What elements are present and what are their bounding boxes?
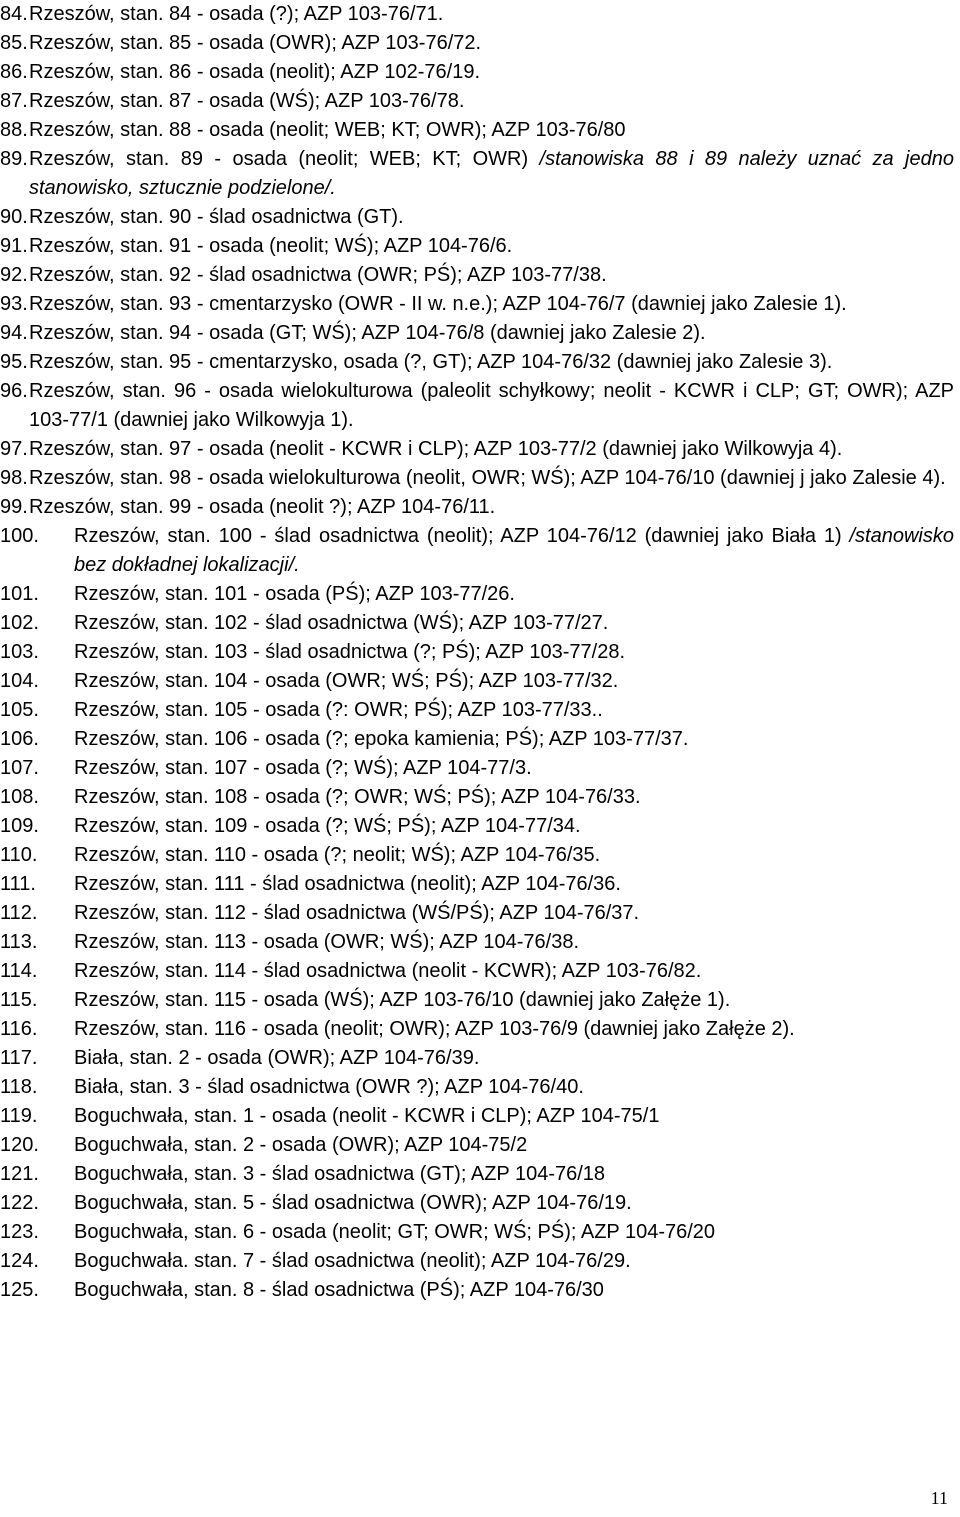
list-item [0, 1015, 954, 1044]
item-number: 120. [0, 1134, 39, 1156]
list-item [0, 783, 954, 812]
list-item [0, 116, 954, 145]
item-text-main: Rzeszów, stan. 84 - osada (?); AZP 103-76/71. [29, 3, 444, 25]
item-number: 116. [0, 1018, 38, 1040]
item-text [74, 1218, 954, 1247]
item-text [74, 1073, 954, 1102]
item-text-note: /stanowiska 88 i 89 należy uznać za jedno stanowisko, sztucznie podzielone/. [29, 148, 954, 199]
item-text-main: Rzeszów, stan. 101 - osada (PŚ); AZP 103-77/26. [74, 583, 515, 605]
item-text [74, 1015, 954, 1044]
item-number: 108. [0, 786, 39, 808]
list-item [0, 87, 954, 116]
item-number: 98. [0, 467, 28, 489]
item-text [29, 464, 954, 493]
item-text-main: Rzeszów, stan. 99 - osada (neolit ?); AZP 104-76/11. [29, 496, 496, 518]
item-number: 124. [0, 1250, 39, 1272]
item-number: 113. [0, 931, 38, 953]
list-item [0, 348, 954, 377]
item-text-main: Boguchwała. stan. 7 - ślad osadnictwa (neolit); AZP 104-76/29. [74, 1250, 631, 1272]
item-text [74, 725, 954, 754]
item-text-main: Rzeszów, stan. 103 - ślad osadnictwa (?; PŚ); AZP 103-77/28. [74, 641, 626, 663]
list-item [0, 203, 954, 232]
item-text [74, 783, 954, 812]
item-text-main: Rzeszów, stan. 102 - ślad osadnictwa (WŚ); AZP 103-77/27. [74, 612, 609, 634]
item-number: 123. [0, 1221, 39, 1243]
item-text-main: Boguchwała, stan. 6 - osada (neolit; GT; OWR; WŚ; PŚ); AZP 104-76/20 [74, 1221, 716, 1243]
item-text [29, 29, 954, 58]
list-item [0, 261, 954, 290]
item-text [74, 957, 954, 986]
item-text-main: Biała, stan. 3 - ślad osadnictwa (OWR ?); AZP 104-76/40. [74, 1076, 584, 1098]
item-number: 115. [0, 989, 38, 1011]
item-text [29, 319, 954, 348]
list-item [0, 812, 954, 841]
item-text-main: Rzeszów, stan. 87 - osada (WŚ); AZP 103-76/78. [29, 90, 465, 112]
list-item [0, 957, 954, 986]
page-number: 11 [930, 1488, 948, 1508]
list-item [0, 29, 954, 58]
list-item [0, 986, 954, 1015]
item-text [74, 1247, 954, 1276]
item-text [74, 812, 954, 841]
item-text-main: Boguchwała, stan. 3 - ślad osadnictwa (GT); AZP 104-76/18 [74, 1163, 606, 1185]
item-text-main: Boguchwała, stan. 5 - ślad osadnictwa (OWR); AZP 104-76/19. [74, 1192, 632, 1214]
list-item [0, 435, 954, 464]
item-text [74, 899, 954, 928]
list-item [0, 696, 954, 725]
list-item [0, 667, 954, 696]
item-number: 105. [0, 699, 39, 721]
list-item [0, 290, 954, 319]
list-item [0, 58, 954, 87]
item-text [74, 580, 954, 609]
list-item [0, 754, 954, 783]
item-number: 101. [0, 583, 39, 605]
item-text [74, 609, 954, 638]
list-item [0, 1073, 954, 1102]
list-item [0, 1131, 954, 1160]
item-text-main: Rzeszów, stan. 85 - osada (OWR); AZP 103-76/72. [29, 32, 482, 54]
item-number: 104. [0, 670, 39, 692]
item-text [29, 58, 954, 87]
item-text [29, 87, 954, 116]
item-text-main: Rzeszów, stan. 106 - osada (?; epoka kamienia; PŚ); AZP 103-77/37. [74, 728, 689, 750]
list-item [0, 1189, 954, 1218]
item-number: 122. [0, 1192, 39, 1214]
list-item [0, 145, 954, 203]
item-text [74, 638, 954, 667]
item-text-main: Rzeszów, stan. 105 - osada (?: OWR; PŚ); AZP 103-77/33.. [74, 699, 603, 721]
item-text [74, 754, 954, 783]
item-text-main: Rzeszów, stan. 111 - ślad osadnictwa (neolit); AZP 104-76/36. [74, 873, 621, 895]
item-text [74, 1189, 954, 1218]
item-text-note: /stanowisko bez dokładnej lokalizacji/. [74, 525, 954, 576]
item-text-main: Biała, stan. 2 - osada (OWR); AZP 104-76/39. [74, 1047, 480, 1069]
item-text-main: Rzeszów, stan. 91 - osada (neolit; WŚ); AZP 104-76/6. [29, 235, 513, 257]
item-text [29, 116, 954, 145]
item-text [74, 667, 954, 696]
item-number: 84. [0, 3, 28, 25]
item-text [29, 435, 954, 464]
list-item [0, 522, 954, 580]
item-number: 114. [0, 960, 38, 982]
item-number: 90. [0, 206, 28, 228]
item-text-main: Rzeszów, stan. 90 - ślad osadnictwa (GT). [29, 206, 404, 228]
item-number: 85. [0, 32, 28, 54]
item-text [74, 1044, 954, 1073]
item-text [29, 261, 954, 290]
list-item [0, 319, 954, 348]
item-text-main: Rzeszów, stan. 104 - osada (OWR; WŚ; PŚ); AZP 103-77/32. [74, 670, 619, 692]
item-text [74, 1102, 954, 1131]
item-text-main: Rzeszów, stan. 96 - osada wielokulturowa (paleolit schyłkowy; neolit - KCWR i CLP; GT; OWR); AZP 103-77/1 (dawniej jako Wilkowyja 1). [29, 380, 954, 431]
item-text-main: Rzeszów, stan. 107 - osada (?; WŚ); AZP 104-77/3. [74, 757, 532, 779]
item-text [29, 145, 954, 203]
item-text [29, 0, 954, 29]
item-number: 100. [0, 525, 39, 547]
item-text-main: Rzeszów, stan. 97 - osada (neolit - KCWR i CLP); AZP 103-77/2 (dawniej jako Wilkowyja 4). [29, 438, 843, 460]
item-text [74, 986, 954, 1015]
item-number: 117. [0, 1047, 38, 1069]
item-text [29, 493, 954, 522]
list-item [0, 725, 954, 754]
list-item [0, 232, 954, 261]
list-item [0, 609, 954, 638]
item-text-main: Boguchwała, stan. 1 - osada (neolit - KCWR i CLP); AZP 104-75/1 [74, 1105, 660, 1127]
item-text-main: Rzeszów, stan. 110 - osada (?; neolit; WŚ); AZP 104-76/35. [74, 844, 601, 866]
item-text [29, 203, 954, 232]
item-number: 87. [0, 90, 28, 112]
item-text [74, 696, 954, 725]
item-text-main: Rzeszów, stan. 88 - osada (neolit; WEB; KT; OWR); AZP 103-76/80 [29, 119, 626, 141]
item-text-main: Rzeszów, stan. 115 - osada (WŚ); AZP 103-76/10 (dawniej jako Załęże 1). [74, 989, 731, 1011]
list-item [0, 1218, 954, 1247]
item-number: 96. [0, 380, 28, 402]
item-number: 103. [0, 641, 39, 663]
list-item [0, 638, 954, 667]
item-text [74, 928, 954, 957]
item-number: 112. [0, 902, 38, 924]
item-number: 106. [0, 728, 39, 750]
item-text-main: Rzeszów, stan. 95 - cmentarzysko, osada (?, GT); AZP 104-76/32 (dawniej jako Zalesie 3). [29, 351, 833, 373]
item-number: 111. [0, 873, 36, 895]
item-number: 119. [0, 1105, 38, 1127]
item-text-main: Rzeszów, stan. 108 - osada (?; OWR; WŚ; PŚ); AZP 104-76/33. [74, 786, 641, 808]
list-item [0, 1247, 954, 1276]
item-number: 110. [0, 844, 38, 866]
list-item [0, 1160, 954, 1189]
item-text [74, 841, 954, 870]
item-text [74, 1131, 954, 1160]
item-number: 91. [0, 235, 28, 257]
item-number: 95. [0, 351, 28, 373]
item-text [74, 1276, 954, 1305]
item-number: 86. [0, 61, 28, 83]
list-item [0, 464, 954, 493]
item-number: 97. [0, 438, 28, 460]
list-item [0, 1044, 954, 1073]
item-text-main: Rzeszów, stan. 98 - osada wielokulturowa (neolit, OWR; WŚ); AZP 104-76/10 (dawniej j jako Zalesie 4). [29, 467, 946, 489]
item-text [74, 870, 954, 899]
item-number: 118. [0, 1076, 38, 1098]
item-text-main: Rzeszów, stan. 109 - osada (?; WŚ; PŚ); AZP 104-77/34. [74, 815, 581, 837]
item-text [29, 290, 954, 319]
item-number: 125. [0, 1279, 39, 1301]
item-text [29, 232, 954, 261]
list-item [0, 0, 954, 29]
item-number: 92. [0, 264, 28, 286]
list-item [0, 870, 954, 899]
item-text-main: Rzeszów, stan. 86 - osada (neolit); AZP 102-76/19. [29, 61, 480, 83]
item-text-main: Boguchwała, stan. 2 - osada (OWR); AZP 104-75/2 [74, 1134, 528, 1156]
list-item [0, 928, 954, 957]
list-item [0, 377, 954, 435]
item-number: 107. [0, 757, 39, 779]
item-text-main: Rzeszów, stan. 113 - osada (OWR; WŚ); AZP 104-76/38. [74, 931, 580, 953]
item-number: 99. [0, 496, 28, 518]
item-text-main: Rzeszów, stan. 112 - ślad osadnictwa (WŚ/PŚ); AZP 104-76/37. [74, 902, 640, 924]
item-text-main: Rzeszów, stan. 94 - osada (GT; WŚ); AZP 104-76/8 (dawniej jako Zalesie 2). [29, 322, 706, 344]
item-text-main: Rzeszów, stan. 93 - cmentarzysko (OWR - II w. n.e.); AZP 104-76/7 (dawniej jako Zalesie 1). [29, 293, 847, 315]
list-item [0, 899, 954, 928]
item-number: 88. [0, 119, 28, 141]
item-number: 93. [0, 293, 28, 315]
item-text [29, 348, 954, 377]
item-number: 94. [0, 322, 28, 344]
list-item [0, 493, 954, 522]
item-text [29, 377, 954, 435]
item-number: 109. [0, 815, 39, 837]
item-text-main: Rzeszów, stan. 114 - ślad osadnictwa (neolit - KCWR); AZP 103-76/82. [74, 960, 702, 982]
item-number: 102. [0, 612, 39, 634]
list-item [0, 841, 954, 870]
list-item [0, 580, 954, 609]
item-text-main: Boguchwała, stan. 8 - ślad osadnictwa (PŚ); AZP 104-76/30 [74, 1279, 604, 1301]
item-text-main: Rzeszów, stan. 116 - osada (neolit; OWR); AZP 103-76/9 (dawniej jako Załęże 2). [74, 1018, 795, 1040]
item-text [74, 1160, 954, 1189]
item-number: 89. [0, 148, 28, 170]
item-text-main: Rzeszów, stan. 92 - ślad osadnictwa (OWR; PŚ); AZP 103-77/38. [29, 264, 607, 286]
item-text [74, 522, 954, 580]
list-item [0, 1102, 954, 1131]
item-text-main: Rzeszów, stan. 89 - osada (neolit; WEB; KT; OWR) [29, 148, 529, 170]
item-number: 121. [0, 1163, 39, 1185]
list-item [0, 1276, 954, 1305]
item-text-main: Rzeszów, stan. 100 - ślad osadnictwa (neolit); AZP 104-76/12 (dawniej jako Biała 1) [74, 525, 842, 547]
